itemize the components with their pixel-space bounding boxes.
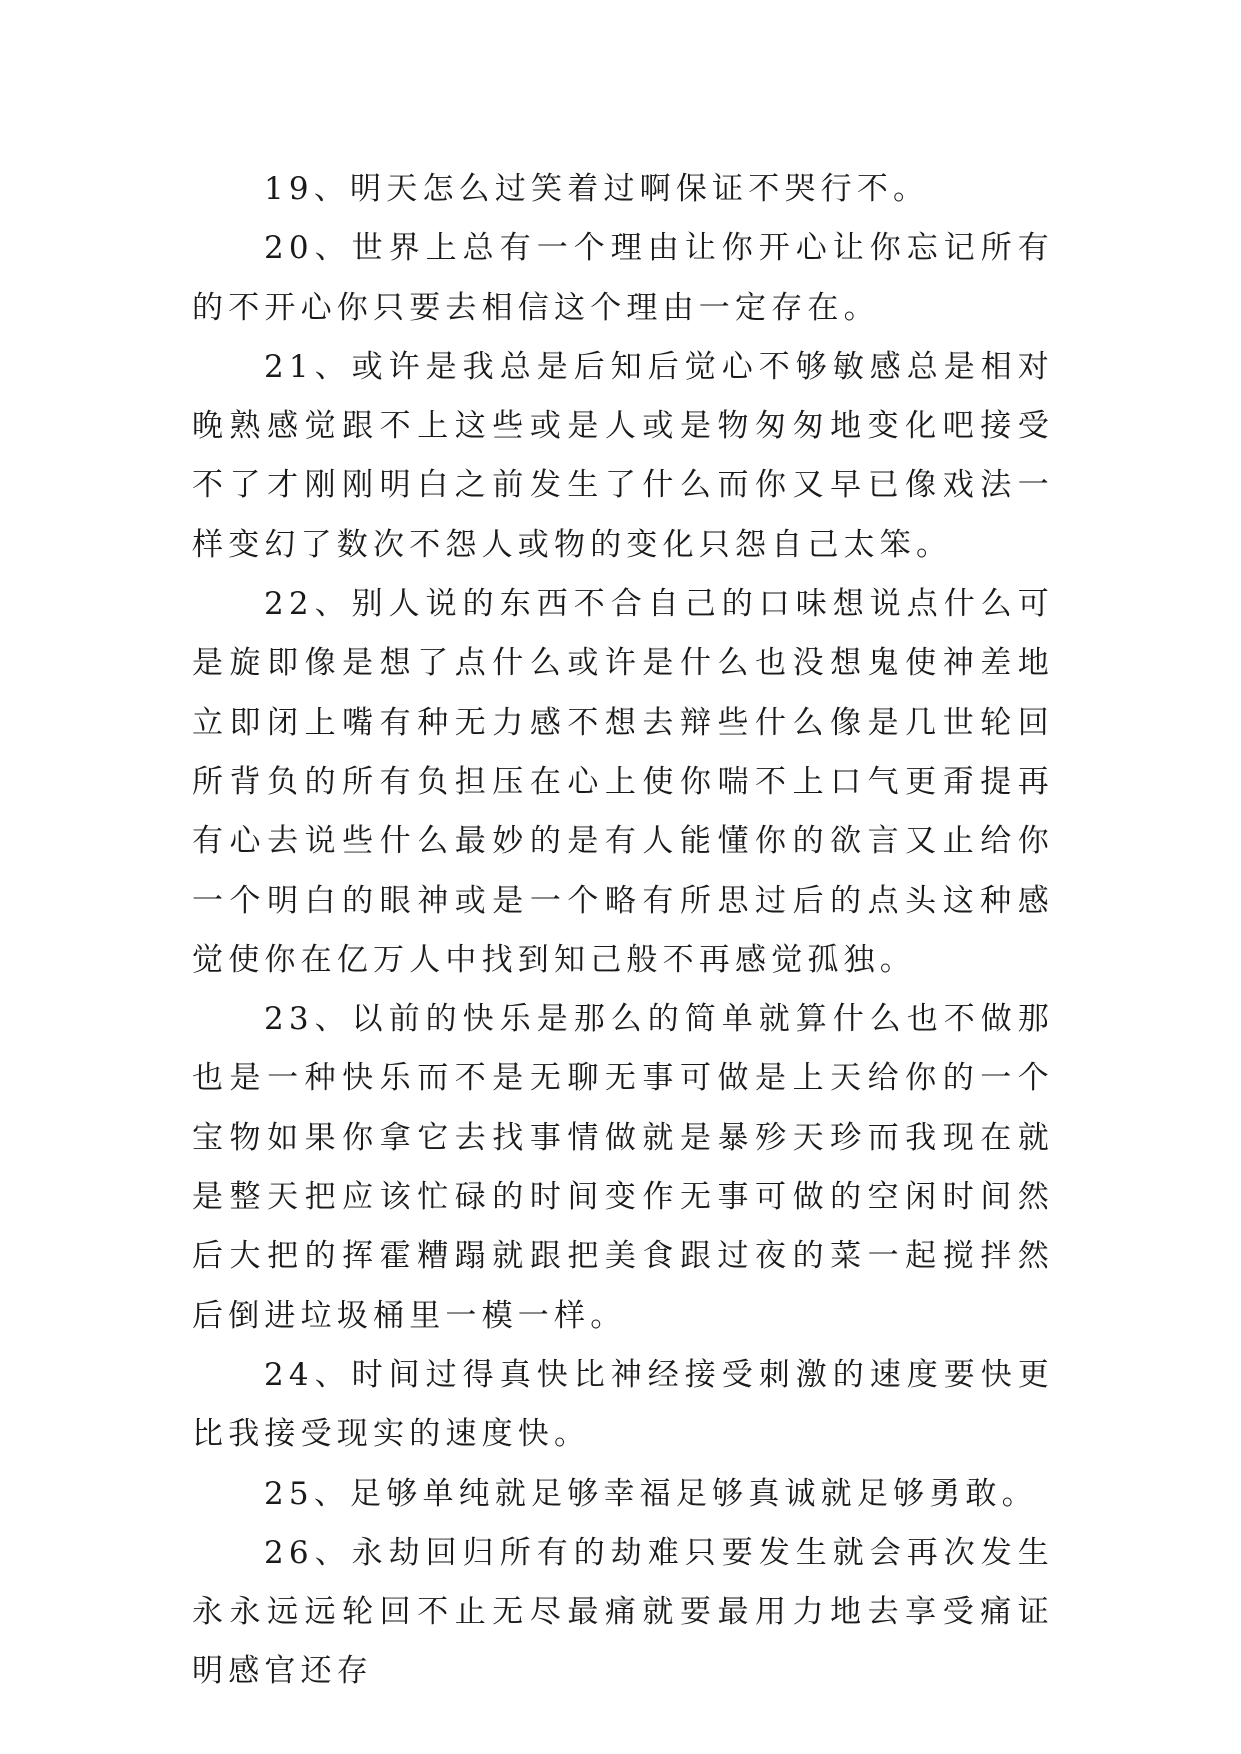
- paragraph-23: 23、以前的快乐是那么的简单就算什么也不做那也是一种快乐而不是无聊无事可做是上天给你的一个宝物如果你拿它去找事情做就是暴殄天珍而我现在就是整天把应该忙碌的时间变作无事可做的空闲时间然后大把的挥霍糟蹋就跟把美食跟过夜的菜一起搅拌然后倒进垃圾桶里一模一样。: [192, 1001, 1054, 1334]
- paragraph-21: 21、或许是我总是后知后觉心不够敏感总是相对晚熟感觉跟不上这些或是人或是物匆匆地变化吧接受不了才刚刚明白之前发生了什么而你又早已像戏法一样变幻了数次不怨人或物的变化只怨自己太笨。: [192, 348, 1054, 563]
- paragraph-20: 20、世界上总有一个理由让你开心让你忘记所有的不开心你只要去相信这个理由一定存在。: [192, 230, 1054, 326]
- document-body: [192, 160, 1054, 1702]
- paragraph-26: 26、永劫回归所有的劫难只要发生就会再次发生永永远远轮回不止无尽最痛就要最用力地去享受痛证明感官还存: [192, 1534, 1054, 1690]
- paragraph-25: 25、足够单纯就足够幸福足够真诚就足够勇敢。: [264, 1475, 1038, 1512]
- paragraph-24: 24、时间过得真快比神经接受刺激的速度要快更比我接受现实的速度快。: [192, 1356, 1054, 1453]
- paragraph-19: 19、明天怎么过笑着过啊保证不哭行不。: [264, 171, 930, 207]
- paragraph-22: 22、别人说的东西不合自己的口味想说点什么可是旋即像是想了点什么或许是什么也没想鬼使神差地立即闭上嘴有种无力感不想去辩些什么像是几世轮回所背负的所有负担压在心上使你喘不上口气更甭提再有心去说些什么最妙的是有人能懂你的欲言又止给你一个明白的眼神或是一个略有所思过后的点头这种感觉使你在亿万人中找到知己般不再感觉孤独。: [192, 586, 1054, 978]
